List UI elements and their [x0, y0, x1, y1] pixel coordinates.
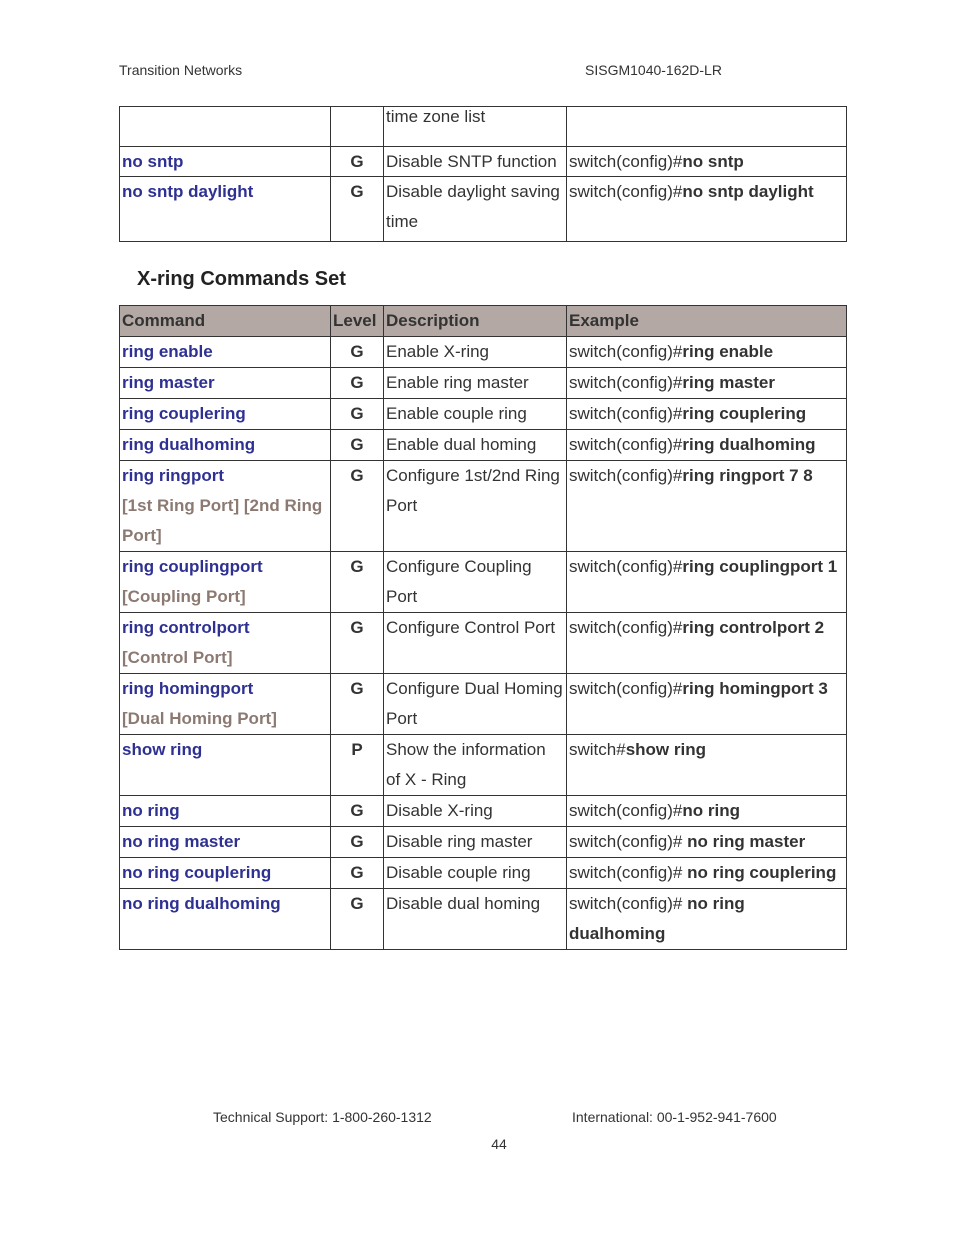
- command-cell: [120, 796, 331, 827]
- example-cell: [567, 337, 847, 368]
- table-row: [120, 889, 847, 950]
- example-prefix: switch(config)#: [569, 373, 683, 392]
- command-name: show ring: [122, 740, 203, 759]
- command-name: no ring: [122, 801, 180, 820]
- table-row: [120, 796, 847, 827]
- table-row: [120, 552, 847, 613]
- example-prefix: switch(config)#: [569, 801, 683, 820]
- example-command: no ring: [682, 801, 740, 820]
- description-cell: Configure Coupling Port: [384, 552, 567, 613]
- command-cell: [120, 461, 331, 552]
- command-cell: [120, 735, 331, 796]
- command-name: ring dualhoming: [122, 435, 256, 454]
- example-command: ring couplering: [682, 404, 807, 423]
- example-prefix: switch(config)#: [569, 832, 688, 851]
- column-header-command: Command: [120, 306, 331, 337]
- level-cell: P: [331, 735, 384, 796]
- description-cell: Enable X-ring: [384, 337, 567, 368]
- example-prefix: switch(config)#: [569, 404, 683, 423]
- command-cell: [120, 613, 331, 674]
- example-cell: [567, 858, 847, 889]
- command-name: no ring couplering: [122, 863, 272, 882]
- command-name: no ring dualhoming: [122, 894, 281, 913]
- example-command: ring controlport 2: [682, 618, 825, 637]
- command-cell: [120, 107, 331, 147]
- command-cell: [120, 368, 331, 399]
- example-command: no ring couplering: [687, 863, 837, 882]
- table-row: [120, 430, 847, 461]
- example-cell: [567, 552, 847, 613]
- command-name: ring ringport: [122, 466, 224, 485]
- description-cell: Enable dual homing: [384, 430, 567, 461]
- example-cell: [567, 430, 847, 461]
- description-cell: Disable X-ring: [384, 796, 567, 827]
- example-cell: [567, 147, 847, 177]
- example-command: ring homingport 3: [682, 679, 828, 698]
- example-prefix: switch(config)#: [569, 435, 683, 454]
- example-prefix: switch(config)#: [569, 152, 683, 171]
- description-cell: Configure Dual Homing Port: [384, 674, 567, 735]
- table-header-row: [120, 306, 847, 337]
- example-command: show ring: [625, 740, 706, 759]
- table-row: [120, 461, 847, 552]
- example-prefix: switch(config)#: [569, 466, 683, 485]
- level-cell: G: [331, 552, 384, 613]
- example-cell: [567, 177, 847, 242]
- command-cell: [120, 674, 331, 735]
- command-cell: no sntp daylight: [120, 177, 331, 242]
- level-cell: G: [331, 613, 384, 674]
- column-header-example: Example: [567, 306, 847, 337]
- example-command: ring master: [682, 373, 775, 392]
- command-name: ring controlport: [122, 618, 250, 637]
- description-cell: Configure 1st/2nd Ring Port: [384, 461, 567, 552]
- example-prefix: switch(config)#: [569, 863, 688, 882]
- description-cell: Disable dual homing: [384, 889, 567, 950]
- table-row: [120, 827, 847, 858]
- description-cell: Disable SNTP function: [384, 147, 567, 177]
- description-cell: Disable ring master: [384, 827, 567, 858]
- command-cell: [120, 337, 331, 368]
- command-parameter: [Control Port]: [122, 648, 233, 667]
- example-prefix: switch(config)#: [569, 618, 683, 637]
- table-row: [120, 337, 847, 368]
- example-command: no ring master: [687, 832, 806, 851]
- example-prefix: switch(config)#: [569, 182, 683, 201]
- table-row: [120, 177, 847, 242]
- command-name: ring couplering: [122, 404, 246, 423]
- command-parameter: [Dual Homing Port]: [122, 709, 277, 728]
- command-name: ring couplingport: [122, 557, 263, 576]
- level-cell: G: [331, 889, 384, 950]
- footer-support: Technical Support: 1-800-260-1312: [213, 1109, 432, 1125]
- level-cell: G: [331, 177, 384, 242]
- example-cell: [567, 674, 847, 735]
- example-cell: [567, 889, 847, 950]
- footer-international: International: 00-1-952-941-7600: [572, 1109, 777, 1125]
- command-cell: [120, 430, 331, 461]
- example-command: no sntp: [682, 152, 744, 171]
- command-cell: [120, 552, 331, 613]
- example-prefix: switch(config)#: [569, 342, 683, 361]
- command-cell: no sntp: [120, 147, 331, 177]
- description-cell: Enable ring master: [384, 368, 567, 399]
- level-cell: G: [331, 399, 384, 430]
- example-cell: [567, 399, 847, 430]
- level-cell: G: [331, 461, 384, 552]
- table-row: [120, 858, 847, 889]
- example-prefix: switch(config)#: [569, 679, 683, 698]
- description-cell: Enable couple ring: [384, 399, 567, 430]
- example-cell: [567, 368, 847, 399]
- level-cell: G: [331, 368, 384, 399]
- level-cell: G: [331, 674, 384, 735]
- description-cell: Disable couple ring: [384, 858, 567, 889]
- example-cell: [567, 613, 847, 674]
- level-cell: G: [331, 337, 384, 368]
- example-cell: [567, 461, 847, 552]
- command-parameter: [Coupling Port]: [122, 587, 246, 606]
- example-cell: [567, 827, 847, 858]
- example-prefix: switch(config)#: [569, 557, 683, 576]
- command-cell: [120, 889, 331, 950]
- page-number: 44: [491, 1136, 507, 1152]
- xring-commands-table: [119, 305, 847, 950]
- level-cell: G: [331, 827, 384, 858]
- level-cell: [331, 107, 384, 147]
- column-header-description: Description: [384, 306, 567, 337]
- table-row: [120, 613, 847, 674]
- example-command: ring couplingport 1: [682, 557, 838, 576]
- command-name: ring master: [122, 373, 215, 392]
- example-command: ring ringport 7 8: [682, 466, 813, 485]
- table-row: [120, 735, 847, 796]
- example-prefix: switch#: [569, 740, 626, 759]
- command-cell: [120, 399, 331, 430]
- command-cell: [120, 858, 331, 889]
- command-parameter: [1st Ring Port] [2nd Ring Port]: [122, 496, 323, 545]
- description-cell: Show the information of X - Ring: [384, 735, 567, 796]
- example-command: no ring dualhoming: [569, 894, 745, 943]
- example-prefix: switch(config)#: [569, 894, 688, 913]
- table-row: [120, 107, 847, 147]
- sntp-continuation-table: [119, 106, 847, 242]
- table-row: [120, 368, 847, 399]
- table-row: [120, 399, 847, 430]
- level-cell: G: [331, 430, 384, 461]
- description-cell: Disable daylight saving time: [384, 177, 567, 242]
- level-cell: G: [331, 796, 384, 827]
- example-cell: [567, 735, 847, 796]
- command-name: no ring master: [122, 832, 241, 851]
- command-name: ring enable: [122, 342, 213, 361]
- command-name: ring homingport: [122, 679, 254, 698]
- level-cell: G: [331, 858, 384, 889]
- header-company: Transition Networks: [119, 62, 243, 78]
- example-command: ring enable: [682, 342, 774, 361]
- column-header-level: Level: [331, 306, 384, 337]
- command-cell: [120, 827, 331, 858]
- table-row: [120, 674, 847, 735]
- level-cell: G: [331, 147, 384, 177]
- section-title: X-ring Commands Set: [137, 268, 346, 290]
- example-command: ring dualhoming: [682, 435, 816, 454]
- example-cell: [567, 107, 847, 147]
- example-command: no sntp daylight: [682, 182, 814, 201]
- table-row: [120, 147, 847, 177]
- description-cell: time zone list: [384, 107, 567, 147]
- description-cell: Configure Control Port: [384, 613, 567, 674]
- header-model: SISGM1040-162D-LR: [585, 62, 722, 78]
- example-cell: [567, 796, 847, 827]
